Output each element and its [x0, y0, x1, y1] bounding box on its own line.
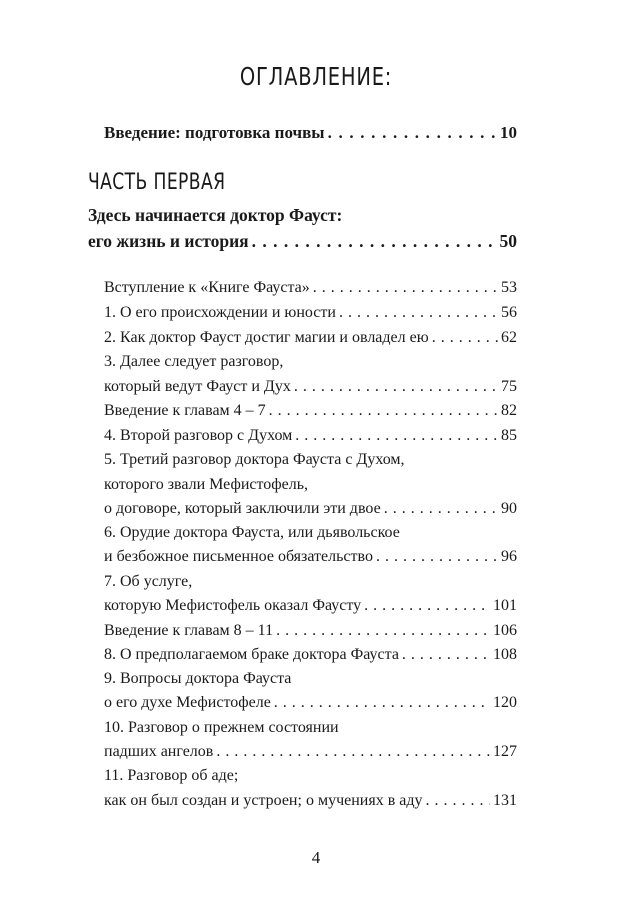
- toc-entry-page: 90: [501, 500, 517, 517]
- toc-entry[interactable]: [104, 792, 517, 810]
- toc-entry[interactable]: [104, 622, 517, 640]
- toc-entry[interactable]: [104, 743, 517, 761]
- toc-entry-text: 2. Как доктор Фауст достиг магии и овладел ею: [104, 329, 429, 346]
- toc-title: ОГЛАВЛЕНИЕ:: [239, 62, 393, 91]
- toc-entry-text: о договоре, который заключили эти двое: [104, 500, 381, 517]
- toc-entry[interactable]: [104, 427, 517, 445]
- toc-entry-page: 62: [501, 329, 517, 346]
- toc-entry[interactable]: [104, 329, 517, 347]
- dot-leader: [295, 427, 498, 445]
- dot-leader: [364, 597, 490, 615]
- toc-entry-page: 106: [493, 622, 517, 639]
- toc-entry-page: 53: [501, 279, 517, 296]
- toc-entry-line1: 7. Об услуге,: [104, 573, 193, 590]
- toc-entry[interactable]: [104, 548, 517, 566]
- toc-entry-page: 85: [501, 427, 517, 444]
- dot-leader: [274, 694, 490, 712]
- dot-leader: [313, 279, 498, 297]
- toc-entry-line2: которого звали Мефистофель,: [104, 476, 309, 493]
- dot-leader: [339, 304, 498, 322]
- dot-leader: [426, 792, 491, 810]
- dot-leader: [432, 329, 498, 347]
- toc-entry-page: 56: [501, 304, 517, 321]
- toc-entry-text: и безбожное письменное обязательство: [104, 548, 373, 565]
- toc-entry-line1: 5. Третий разговор доктора Фауста с Духом,: [104, 451, 405, 468]
- page-number: 4: [311, 848, 321, 867]
- toc-entry-line1: 3. Далее следует разговор,: [104, 353, 284, 370]
- dot-leader: [216, 743, 490, 761]
- dot-leader: [294, 378, 498, 396]
- toc-entry-text: Введение к главам 4 – 7: [104, 402, 266, 419]
- toc-entry-text: падших ангелов: [104, 743, 214, 760]
- toc-entry-text: его жизнь и история: [88, 231, 249, 251]
- dot-leader: [276, 622, 490, 640]
- dot-leader: [252, 231, 497, 252]
- toc-entry-text: как он был создан и устроен; о мучениях в аду: [104, 792, 423, 809]
- toc-entry-line1: 6. Орудие доктора Фауста, или дьявольское: [104, 524, 400, 541]
- toc-entry[interactable]: [104, 304, 517, 322]
- toc-entry-page: 131: [493, 792, 517, 809]
- toc-entry-text: который ведут Фауст и Дух: [104, 378, 291, 395]
- toc-entry-page: 50: [499, 231, 517, 251]
- toc-entry-page: 101: [493, 597, 517, 614]
- toc-entry-page: 82: [501, 402, 517, 419]
- toc-entry[interactable]: [104, 646, 517, 664]
- toc-entry-page: 120: [493, 694, 517, 711]
- toc-entry[interactable]: [104, 694, 517, 712]
- dot-leader: [402, 646, 490, 664]
- toc-entry-page: 108: [493, 646, 517, 663]
- toc-entry[interactable]: [104, 597, 517, 615]
- toc-entry-page: 75: [501, 378, 517, 395]
- dot-leader: [328, 123, 497, 143]
- part-title: ЧАСТЬ ПЕРВАЯ: [88, 170, 226, 195]
- toc-entry-page: 127: [493, 743, 517, 760]
- dot-leader: [376, 548, 498, 566]
- toc-entry-line1: 10. Разговор о прежнем состоянии: [104, 719, 339, 736]
- toc-entry-text: о его духе Мефистофеле: [104, 694, 271, 711]
- toc-entry[interactable]: [104, 500, 517, 518]
- toc-entry-text: 1. О его происхождении и юности: [104, 304, 336, 321]
- toc-entry-intro[interactable]: [104, 123, 517, 143]
- toc-entry[interactable]: [104, 402, 517, 420]
- toc-entry-text: которую Мефистофель оказал Фаусту: [104, 597, 362, 614]
- toc-entry-text: 8. О предполагаемом браке доктора Фауста: [104, 646, 399, 663]
- toc-entry-text: 4. Второй разговор с Духом: [104, 427, 293, 444]
- toc-entry-text: Введение к главам 8 – 11: [104, 622, 274, 639]
- toc-entry[interactable]: [104, 378, 517, 396]
- toc-entry-page: 96: [501, 548, 517, 565]
- toc-entry-page: 10: [500, 123, 517, 142]
- toc-entry-text: Введение: подготовка почвы: [104, 123, 325, 142]
- dot-leader: [269, 402, 498, 420]
- toc-entry-section[interactable]: [88, 231, 517, 252]
- toc-entry-line1: 11. Разговор об аде;: [104, 767, 239, 784]
- toc-entry-line1: 9. Вопросы доктора Фауста: [104, 670, 292, 687]
- dot-leader: [384, 500, 498, 518]
- section-title-line1: Здесь начинается доктор Фауст:: [88, 205, 343, 225]
- toc-entry[interactable]: [104, 279, 517, 297]
- toc-entry-text: Вступление к «Книге Фауста»: [104, 279, 310, 296]
